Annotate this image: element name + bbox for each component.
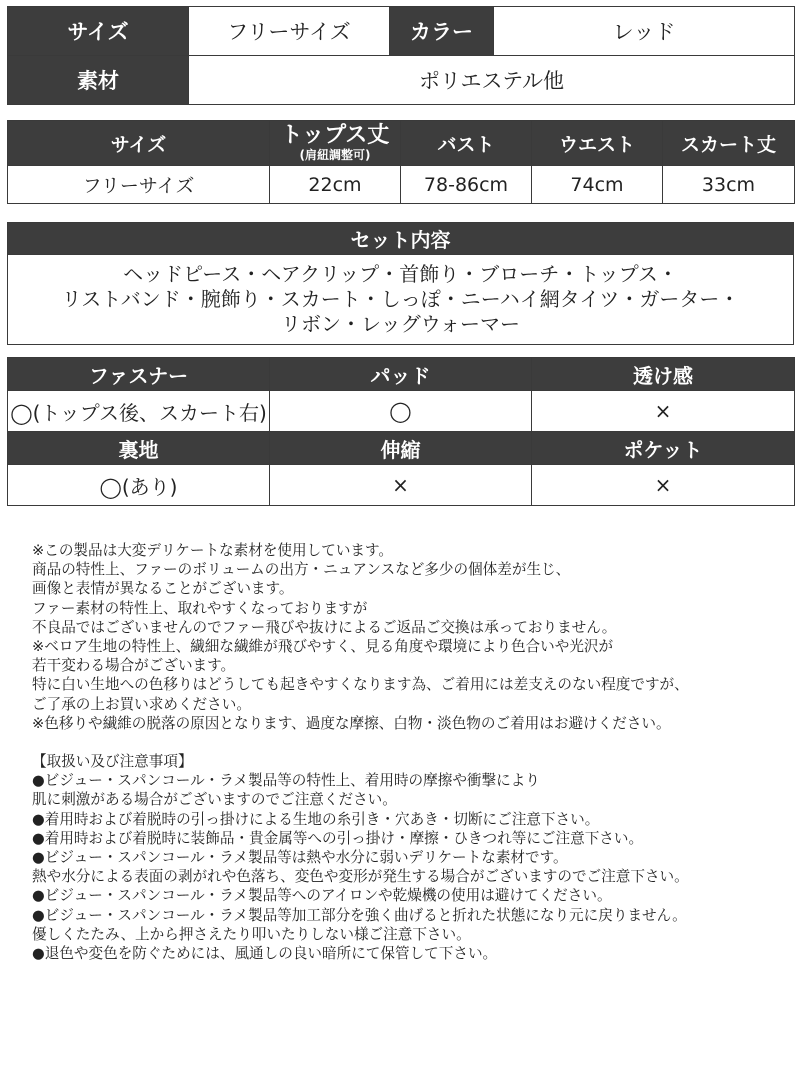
- note-line: ※ベロア生地の特性上、繊細な繊維が飛びやすく、見る角度や環境により色合いや光沢が: [32, 638, 614, 656]
- care-note-line: ●ビジュー・スパンコール・ラメ製品等へのアイロンや乾燥機の使用は避けてください。: [32, 887, 612, 905]
- pocket-header: ポケット: [532, 432, 795, 465]
- measure-header-skirt-length: スカート丈: [663, 121, 795, 166]
- top-length-label: トップス丈: [280, 123, 390, 148]
- care-notes: [32, 752, 792, 963]
- zipper-header: ファスナー: [8, 358, 270, 391]
- set-contents-line: ヘッドピース・ヘアクリップ・首飾り・ブローチ・トップス・: [123, 262, 678, 286]
- note-line: ※この製品は大変デリケートな素材を使用しています。: [32, 542, 394, 559]
- lining-value: ◯(あり): [8, 465, 270, 506]
- material-notes: [32, 541, 792, 733]
- set-contents-body: [8, 255, 794, 345]
- material-value: ポリエステル他: [189, 56, 795, 105]
- measure-header-size: サイズ: [8, 121, 270, 166]
- care-note-line: ●ビジュー・スパンコール・ラメ製品等加工部分を強く曲げると折れた状態になり元に戻りません。: [32, 906, 687, 924]
- care-note-line: ●着用時および着脱時の引っ掛けによる生地の糸引き・穴あき・切断にご注意下さい。: [32, 810, 600, 828]
- color-value: レッド: [494, 7, 795, 56]
- set-contents-line: リボン・レッグウォーマー: [281, 312, 520, 336]
- set-contents-table: [7, 222, 794, 345]
- sheerness-header: 透け感: [532, 358, 795, 391]
- lining-header: 裏地: [8, 432, 270, 465]
- size-label: サイズ: [8, 7, 189, 56]
- pad-header: パッド: [270, 358, 532, 391]
- feature-table: [7, 357, 795, 506]
- note-line: 若干変わる場合がございます。: [32, 657, 236, 675]
- measure-size-value: フリーサイズ: [8, 166, 270, 204]
- care-note-line: ●退色や変色を防ぐためには、風通しの良い暗所にて保管して下さい。: [32, 945, 498, 963]
- care-note-line: 熱や水分による表面の剥がれや色落ち、変色や変形が発生する場合がございますのでご注意下さい。: [32, 868, 689, 886]
- note-line: 特に白い生地への色移りはどうしても起きやすくなります為、ご着用には差支えのない程度ですが、: [32, 676, 689, 694]
- sheerness-value: ×: [532, 391, 795, 432]
- care-note-line: ●ビジュー・スパンコール・ラメ製品等は熱や水分に弱いデリケートな素材です。: [32, 849, 568, 867]
- strap-adjustable-note: (肩紐調整可): [299, 148, 371, 162]
- measure-header-waist: ウエスト: [532, 121, 663, 166]
- zipper-value: ◯(トップス後、スカート右): [8, 391, 270, 432]
- note-line: ご了承の上お買い求めください。: [32, 695, 251, 713]
- measure-waist-value: 74cm: [532, 166, 663, 204]
- spec-table: [7, 6, 795, 105]
- note-line: ※色移りや繊維の脱落の原因となります、過度な摩擦、白物・淡色物のご着用はお避けください。: [32, 714, 671, 732]
- pad-value: ◯: [270, 391, 532, 432]
- size-value: フリーサイズ: [189, 7, 390, 56]
- care-note-line: ●着用時および着脱時に装飾品・貴金属等への引っ掛け・摩擦・ひきつれ等にご注意下さい。: [32, 829, 644, 847]
- measure-header-top-length: [270, 121, 401, 166]
- note-line: 商品の特性上、ファーのボリュームの出方・ニュアンスなど多少の個体差が生じ、: [32, 561, 571, 579]
- care-notes-title: 【取扱い及び注意事項】: [32, 753, 193, 770]
- stretch-value: ×: [270, 465, 532, 506]
- measure-top-length-value: 22cm: [270, 166, 401, 204]
- care-note-line: 肌に刺激がある場合がございますのでご注意ください。: [32, 791, 397, 809]
- pocket-value: ×: [532, 465, 795, 506]
- measure-bust-value: 78-86cm: [401, 166, 532, 204]
- set-contents-line: リストバンド・腕飾り・スカート・しっぽ・ニーハイ網タイツ・ガーター・: [61, 287, 740, 311]
- note-line: 画像と表情が異なることがございます。: [32, 580, 294, 598]
- note-line: ファー素材の特性上、取れやすくなっておりますが: [32, 599, 368, 617]
- measurement-table: [7, 120, 795, 204]
- material-label: 素材: [8, 56, 189, 105]
- care-note-line: 優しくたたみ、上から押さえたり叩いたりしない様ご注意下さい。: [32, 925, 471, 943]
- measure-header-bust: バスト: [401, 121, 532, 166]
- color-label: カラー: [390, 7, 494, 56]
- note-line: 不良品ではございませんのでファー飛びや抜けによるご返品ご交換は承っておりません。: [32, 618, 617, 636]
- set-contents-header: セット内容: [8, 223, 794, 255]
- measure-skirt-length-value: 33cm: [663, 166, 795, 204]
- care-note-line: ●ビジュー・スパンコール・ラメ製品等の特性上、着用時の摩擦や衝撃により: [32, 772, 540, 790]
- stretch-header: 伸縮: [270, 432, 532, 465]
